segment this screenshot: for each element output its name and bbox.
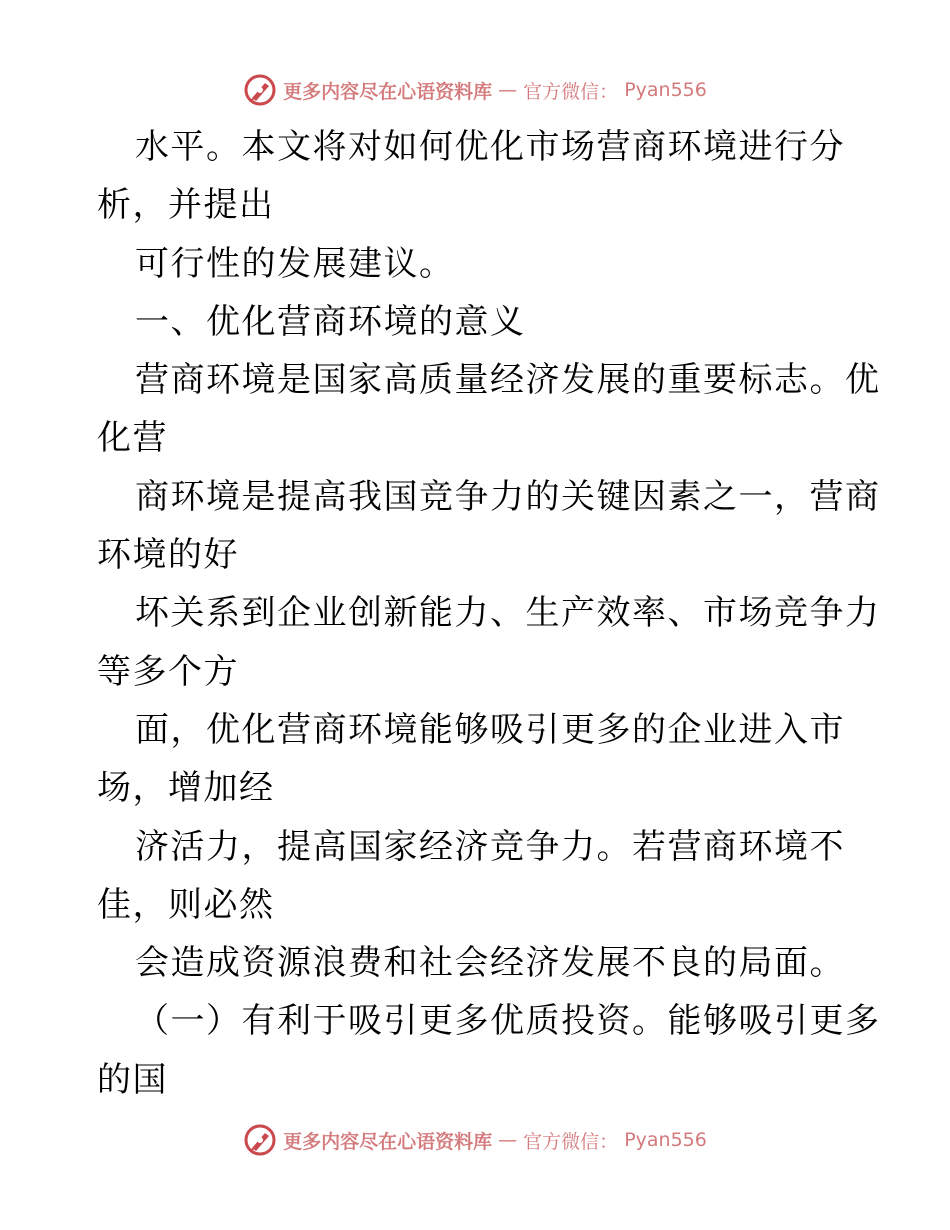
text-line: 析，并提出	[97, 185, 275, 226]
text-line: 商环境是提高我国竞争力的关键因素之一，营商	[135, 476, 881, 517]
text-line: 环境的好	[97, 535, 239, 576]
text-line: 会造成资源浪费和社会经济发展不良的局面。	[135, 943, 845, 984]
watermark-wechat-label: 官方微信：	[523, 80, 619, 103]
watermark-site-text: 更多内容尽在心语资料库	[283, 1130, 493, 1153]
footer-watermark	[0, 1120, 950, 1160]
watermark-separator: —	[498, 1129, 518, 1151]
header-watermark	[0, 70, 950, 110]
text-line: 等多个方	[97, 651, 239, 692]
document-body	[97, 118, 881, 1109]
text-line: 场，增加经	[97, 768, 275, 809]
watermark-site-text: 更多内容尽在心语资料库	[283, 80, 493, 103]
pen-logo-icon	[243, 73, 277, 107]
text-line: 营商环境是国家高质量经济发展的重要标志。优	[135, 360, 881, 401]
text-line: 可行性的发展建议。	[135, 243, 455, 284]
pen-logo-icon	[243, 1123, 277, 1157]
text-line: 济活力，提高国家经济竞争力。若营商环境不	[135, 826, 845, 867]
section-heading: 一、优化营商环境的意义	[135, 301, 526, 342]
text-line: 佳，则必然	[97, 884, 275, 925]
text-line: 水平。本文将对如何优化市场营商环境进行分	[135, 127, 845, 167]
text-line: 化营	[97, 418, 168, 459]
watermark-wechat-id: Pyan556	[624, 1129, 707, 1151]
text-line: 面，优化营商环境能够吸引更多的企业进入市	[135, 709, 845, 750]
watermark-separator: —	[498, 79, 518, 101]
watermark-wechat-id: Pyan556	[624, 79, 707, 101]
text-line: 的国	[97, 1059, 168, 1100]
watermark-wechat-label: 官方微信：	[523, 1130, 619, 1153]
subsection-heading: （一）有利于吸引更多优质投资。能够吸引更多	[135, 1001, 881, 1042]
text-line: 坏关系到企业创新能力、生产效率、市场竞争力	[135, 593, 881, 634]
